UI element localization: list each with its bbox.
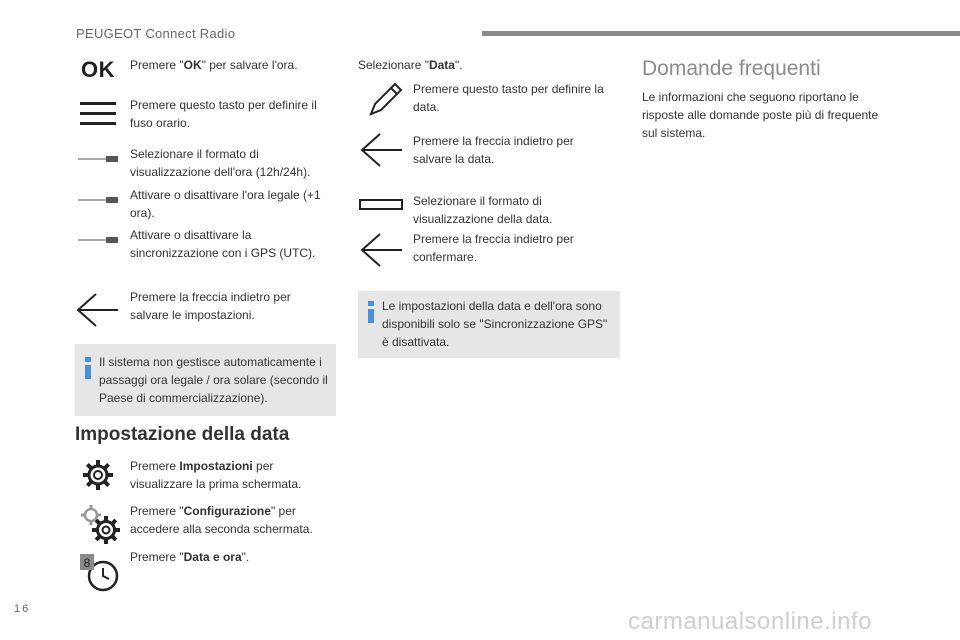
format-bar-icon[interactable]	[358, 196, 406, 214]
configuration-gears-icon[interactable]	[76, 502, 124, 546]
back-arrow-icon[interactable]	[358, 130, 406, 170]
info-icon	[84, 357, 92, 379]
ok-row-text: Premere "OK" per salvare l'ora.	[130, 58, 298, 72]
define-date-row-text: Premere questo tasto per definire la data.	[413, 82, 604, 114]
ok-icon[interactable]: OK	[81, 57, 115, 82]
info-note-gps	[358, 291, 620, 358]
select-data-text: Selezionare "Data".	[358, 58, 463, 72]
faq-text: Le informazioni che seguono riportano le risposte alle domande poste più di frequente sul sistema.	[642, 90, 879, 140]
watermark: carmanualsonline.info	[628, 608, 872, 635]
page-number: 16	[14, 603, 31, 615]
menu-icon[interactable]	[76, 96, 120, 132]
gear-icon[interactable]	[76, 455, 120, 495]
date-time-row-text: Premere "Data e ora".	[130, 550, 250, 564]
info-note-dst	[75, 344, 336, 416]
clock-badge: 8	[83, 556, 91, 570]
back-arrow-icon[interactable]	[358, 230, 406, 270]
info-note-gps-text: Le impostazioni della data e dell'ora sono disponibili solo se "Sincronizzazione GPS" è disattivata.	[382, 299, 608, 349]
info-note-dst-text: Il sistema non gestisce automaticamente i passaggi ora legale / ora solare (secondo il Paese di commercializzazione).	[99, 355, 328, 405]
clock-icon[interactable]	[78, 552, 124, 594]
header-bar	[482, 31, 960, 36]
back-save-date-row-text: Premere la freccia indietro per salvare la data.	[413, 134, 574, 166]
toggle-switch-icon[interactable]	[76, 190, 120, 210]
dst-row-text: Attivare o disattivare l'ora legale (+1 ora).	[130, 188, 321, 220]
gps-sync-row-text: Attivare o disattivare la sincronizzazione con i GPS (UTC).	[130, 228, 316, 260]
settings-row-text: Premere Impostazioni per visualizzare la prima schermata.	[130, 459, 302, 491]
section-title-date: Impostazione della data	[75, 424, 290, 445]
info-icon	[367, 301, 375, 323]
faq-title: Domande frequenti	[642, 57, 821, 80]
time-format-row-text: Selezionare il formato di visualizzazione dell'ora (12h/24h).	[130, 147, 311, 179]
back-confirm-row-text: Premere la freccia indietro per confermare.	[413, 232, 574, 264]
back-arrow-icon[interactable]	[74, 290, 122, 330]
back-save-settings-text: Premere la freccia indietro per salvare le impostazioni.	[130, 290, 291, 322]
date-format-row-text: Selezionare il formato di visualizzazione della data.	[413, 194, 553, 226]
pencil-icon[interactable]	[364, 80, 406, 120]
header-title: PEUGEOT Connect Radio	[76, 26, 236, 41]
toggle-switch-icon[interactable]	[76, 230, 120, 250]
toggle-switch-icon[interactable]	[76, 149, 120, 169]
timezone-row-text: Premere questo tasto per definire il fuso orario.	[130, 98, 317, 130]
configuration-row-text: Premere "Configurazione" per accedere alla seconda schermata.	[130, 504, 313, 536]
